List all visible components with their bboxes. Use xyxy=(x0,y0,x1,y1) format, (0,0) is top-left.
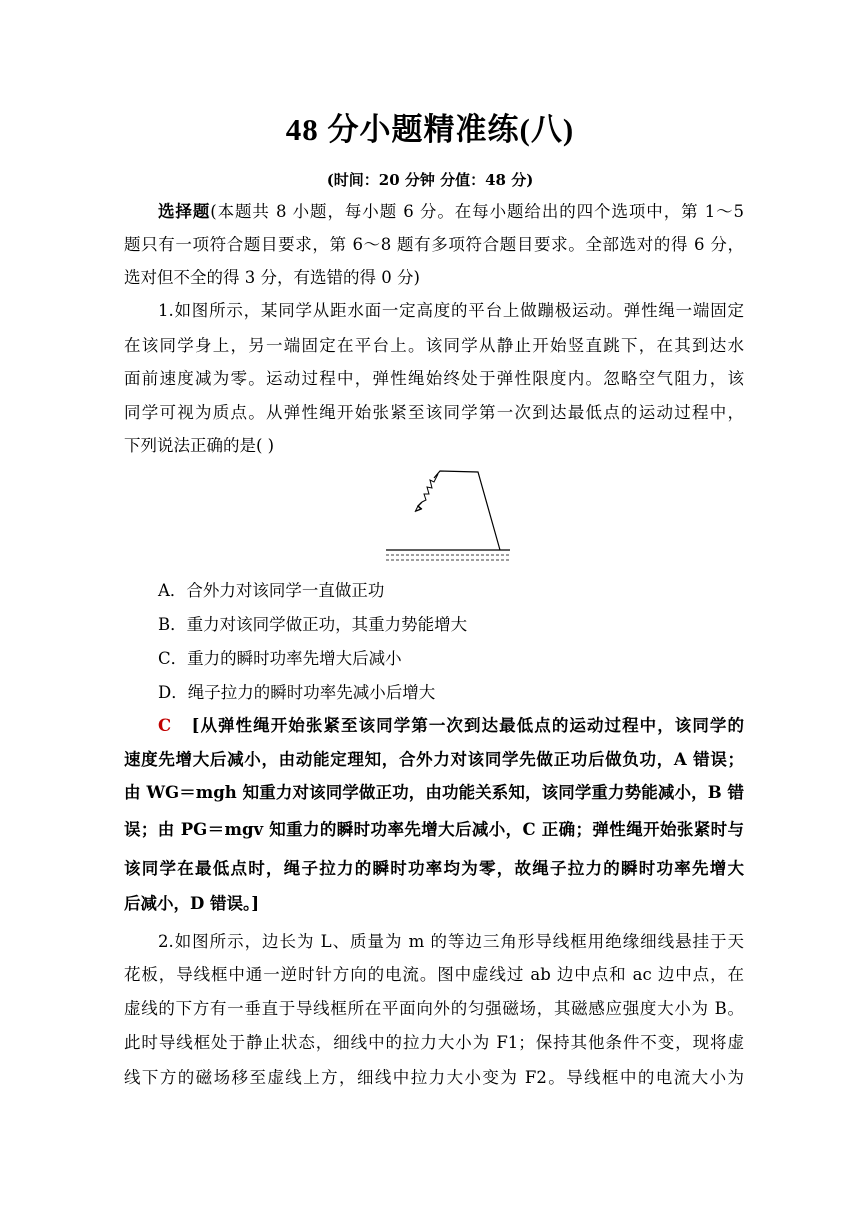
intro-line: 题只有一项符合题目要求，第 6～8 题有多项符合题目要求。全部选对的得 6 分， xyxy=(124,235,744,254)
explanation-line: C [从弹性绳开始张紧至该同学第一次到达最低点的运动过程中，该同学的 xyxy=(158,716,744,735)
question-line: 此时导线框处于静止状态，细线中的拉力大小为 F1；保持其他条件不变，现将虚 xyxy=(124,1033,744,1052)
question-line: 同学可视为质点。从弹性绳开始张紧至该同学第一次到达最低点的运动过程中， xyxy=(124,403,744,422)
question-line: 面前速度减为零。运动过程中，弹性绳始终处于弹性限度内。忽略空气阻力，该 xyxy=(124,369,744,388)
question-line: 2.如图所示，边长为 L、质量为 m 的等边三角形导线框用绝缘细线悬挂于天 xyxy=(158,932,744,951)
explanation-line: 速度先增大后减小，由动能定理知，合外力对该同学先做正功后做负功，A 错误； xyxy=(124,750,744,769)
section-label: 选择题 xyxy=(158,202,211,221)
question-line: 花板，导线框中通一逆时针方向的电流。图中虚线过 ab 边中点和 ac 边中点，在 xyxy=(124,965,744,984)
answer-letter: C xyxy=(158,716,172,735)
page-subtitle: (时间：20 分钟 分值：48 分) xyxy=(326,171,534,189)
explanation-line: 误；由 PG＝mgv 知重力的瞬时功率先增大后减小，C 正确；弹性绳开始张紧时与 xyxy=(124,820,744,839)
page-title: 48 分小题精准练(八) xyxy=(285,112,575,147)
intro-line: 选对但不全的得 3 分，有选错的得 0 分) xyxy=(124,268,420,287)
option-b: B．重力对该同学做正功，其重力势能增大 xyxy=(158,615,468,634)
question-line: 下列说法正确的是( ) xyxy=(124,436,275,455)
question-line: 线下方的磁场移至虚线上方，细线中拉力大小变为 F2。导线框中的电流大小为 xyxy=(124,1068,744,1087)
bungee-figure xyxy=(382,468,514,568)
question-line: 1.如图所示，某同学从距水面一定高度的平台上做蹦极运动。弹性绳一端固定 xyxy=(158,301,744,320)
question-line: 在该同学身上，另一端固定在平台上。该同学从静止开始竖直跳下，在其到达水 xyxy=(124,336,744,355)
question-line: 虚线的下方有一垂直于导线框所在平面向外的匀强磁场，其磁感应强度大小为 B。 xyxy=(124,999,744,1018)
intro-line: 选择题(本题共 8 小题，每小题 6 分。在每小题给出的四个选项中，第 1～5 xyxy=(158,202,745,221)
explanation-line: 后减小，D 错误。] xyxy=(124,894,260,913)
option-c: C．重力的瞬时功率先增大后减小 xyxy=(158,649,402,668)
option-d: D．绳子拉力的瞬时功率先减小后增大 xyxy=(158,683,436,702)
explanation-line: 该同学在最低点时，绳子拉力的瞬时功率均为零，故绳子拉力的瞬时功率先增大 xyxy=(124,859,744,878)
explanation-line: 由 WG＝mgh 知重力对该同学做正功，由功能关系知，该同学重力势能减小，B 错 xyxy=(124,783,744,802)
option-a: A．合外力对该同学一直做正功 xyxy=(158,581,385,600)
